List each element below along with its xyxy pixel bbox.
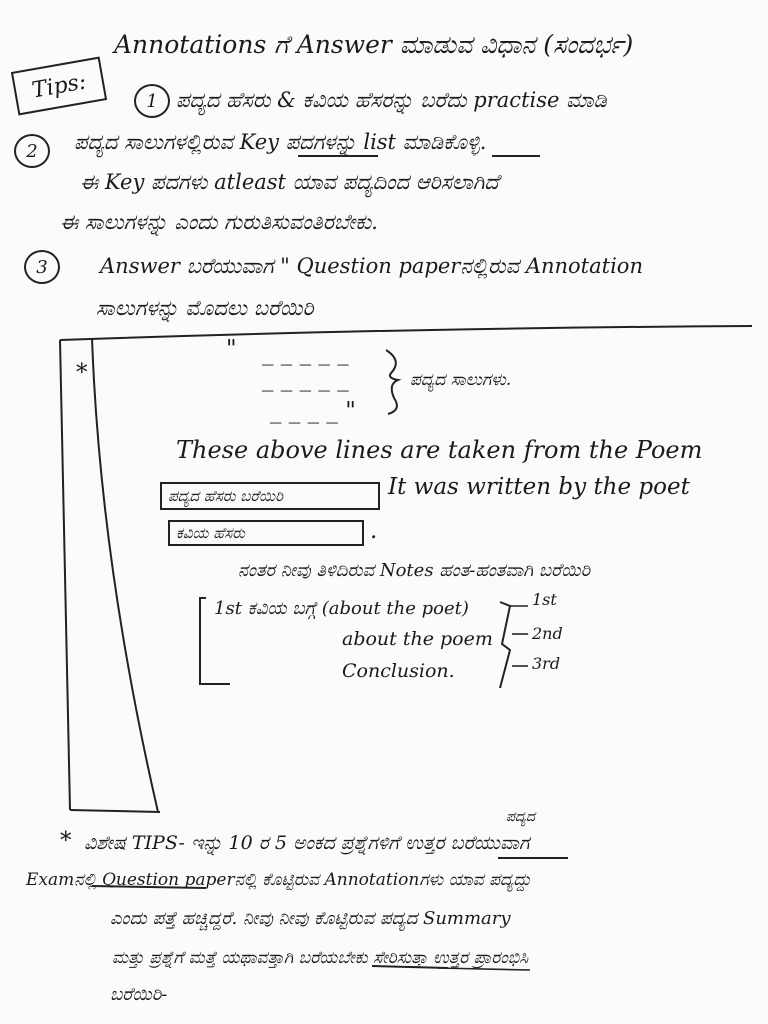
sample-full-stop: .: [370, 518, 378, 544]
sample-notes-line: ನಂತರ ನೀವು ತಿಳಿದಿರುವ Notes ಹಂತ-ಹಂತವಾಗಿ ಬರೆಯಿರಿ: [238, 560, 591, 581]
sample-star: *: [76, 360, 88, 386]
sample-brace-label: ಪದ್ಯದ ಸಾಲುಗಳು.: [410, 370, 512, 390]
notes-item-1: 1st ಕವಿಯ ಬಗ್ಗೆ (about the poet): [214, 598, 469, 619]
notes-item-2: about the poem: [342, 628, 493, 650]
point-2-line-3: ಈ ಸಾಲುಗಳನ್ನು ಎಂದು ಗುರುತಿಸುವಂತಿರಬೇಕು.: [60, 210, 378, 234]
notes-mark-3: 3rd: [532, 654, 561, 673]
point-3-line-1: Answer ಬರೆಯುವಾಗ " Question paperನಲ್ಲಿರುವ Annotation: [100, 254, 643, 278]
sample-written-by: It was written by the poet: [388, 474, 690, 500]
point-2-number: 2: [14, 134, 50, 168]
notes-item-3: Conclusion.: [342, 660, 455, 682]
sample-english-line: These above lines are taken from the Poem: [176, 436, 703, 464]
page-title: Annotations ಗೆ Answer ಮಾಡುವ ವಿಧಾನ (ಸಂದರ್ಭ): [114, 30, 634, 59]
notes-mark-2: 2nd: [532, 624, 563, 643]
extra-above-word: ಪದ್ಯದ: [506, 809, 535, 825]
point-2-line-2: ಈ Key ಪದಗಳು atleast ಯಾವ ಪದ್ಯದಿಂದ ಆರಿಸಲಾಗಿದೆ: [80, 170, 499, 194]
tips-box-label: Tips:: [11, 57, 107, 116]
extra-line-1: ವಿಶೇಷ TIPS- ಇನ್ನು 10 ರ 5 ಅಂಕದ ಪ್ರಶ್ನೆಗಳಿಗೆ ಉತ್ತರ ಬರೆಯುವಾಗ: [84, 832, 530, 854]
notes-mark-1: 1st: [532, 590, 557, 609]
sample-quote-open: ": [226, 336, 237, 362]
sample-dashes-3: _ _ _ _ ": [270, 398, 356, 424]
sample-dashes-1: _ _ _ _ _: [262, 340, 349, 366]
extra-line-4: ಮತ್ತು ಪ್ರಶ್ನೆಗೆ ಮತ್ತೆ ಯಥಾವತ್ತಾಗಿ ಬರೆಯಬೇಕು ಸೇರಿಸುತ್ತಾ ಉತ್ತರ ಪ್ರಾರಂಭಿಸಿ: [112, 948, 529, 968]
sample-dashes-2: _ _ _ _ _: [262, 366, 349, 392]
point-2-line-1: ಪದ್ಯದ ಸಾಲುಗಳಲ್ಲಿರುವ Key ಪದಗಳನ್ನು list ಮಾಡಿಕೊಳ್ಳಿ.: [74, 130, 487, 154]
point-3-line-2: ಸಾಲುಗಳನ್ನು ಮೊದಲು ಬರೆಯಿರಿ: [96, 296, 314, 320]
point-3-number: 3: [24, 250, 60, 284]
extra-line-5: ಬರೆಯಿರಿ-: [110, 984, 168, 1005]
extra-star: *: [60, 828, 72, 854]
poet-name-box: ಕವಿಯ ಹೆಸರು: [168, 520, 364, 546]
point-1-text: ಪದ್ಯದ ಹೆಸರು & ಕವಿಯ ಹೆಸರನ್ನು ಬರೆದು practise ಮಾಡಿ: [176, 88, 607, 112]
extra-line-2: Examನಲ್ಲಿ Question paperನಲ್ಲಿ ಕೊಟ್ಟಿರುವ Annotationಗಳು ಯಾವ ಪದ್ಯದ್ದು: [26, 870, 532, 890]
poem-name-box: ಪದ್ಯದ ಹೆಸರು ಬರೆಯಿರಿ: [160, 482, 380, 510]
extra-line-3: ಎಂದು ಪತ್ತೆ ಹಚ್ಚಿದ್ದರೆ. ನೀವು ನೀವು ಕೊಟ್ಟಿರುವ ಪದ್ಯದ Summary: [110, 908, 511, 929]
point-1-number: 1: [134, 84, 170, 118]
